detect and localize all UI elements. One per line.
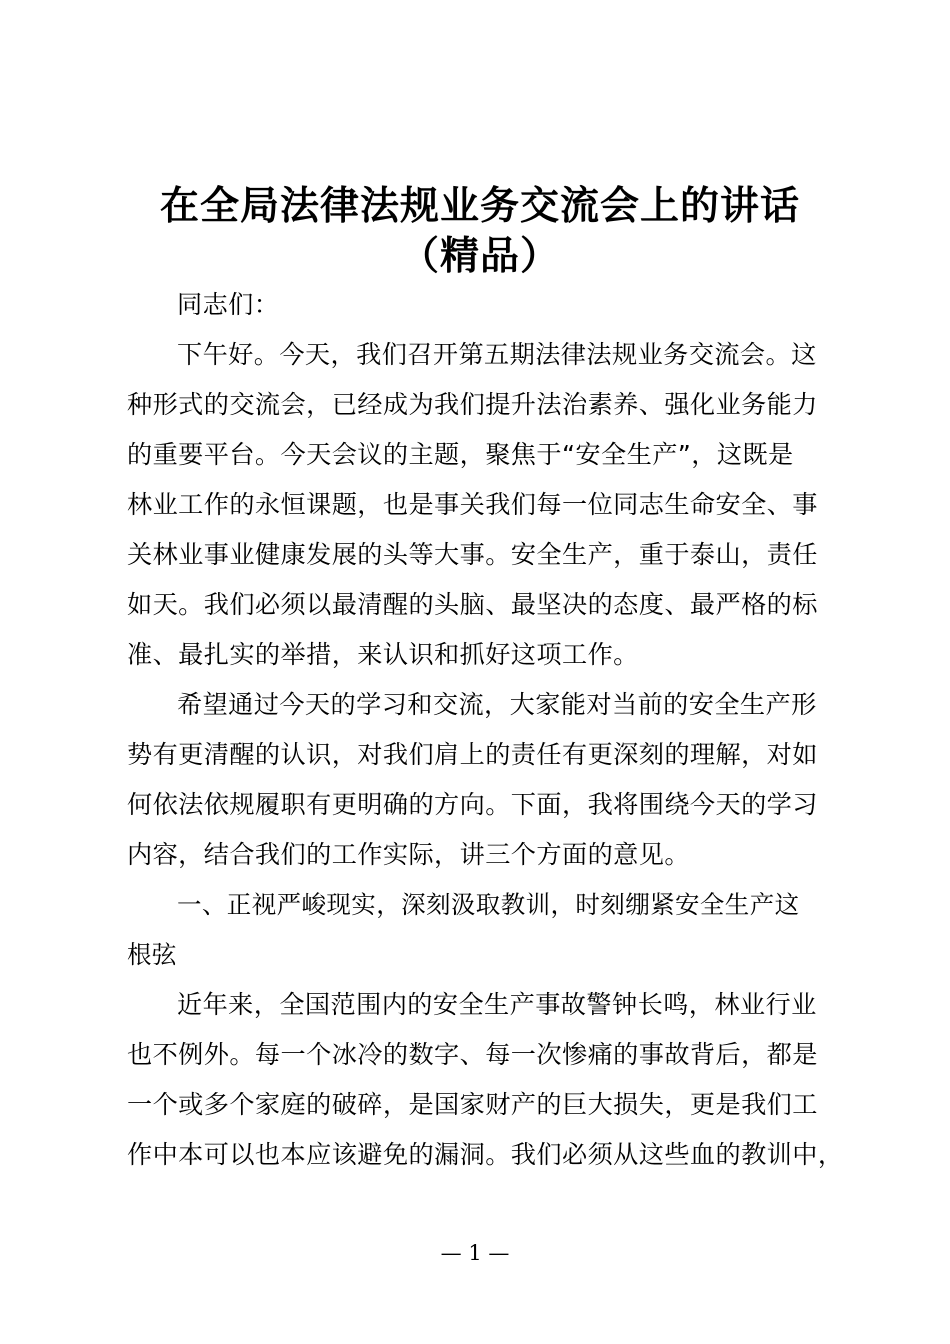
- paragraph-2: [127, 680, 837, 880]
- heading-line: 根弦: [127, 940, 177, 969]
- paragraph-line: 何依法依规履职有更明确的方向。下面，我将围绕今天的学习: [127, 790, 818, 819]
- paragraph-line: 如天。我们必须以最清醒的头脑、最坚决的态度、最严格的标: [127, 590, 818, 619]
- paragraph-line: 一个或多个家庭的破碎，是国家财产的巨大损失，更是我们工: [127, 1090, 818, 1119]
- paragraph-line: 种形式的交流会，已经成为我们提升法治素养、强化业务能力: [127, 390, 818, 419]
- paragraph-line: 也不例外。每一个冰冷的数字、每一次惨痛的事故背后，都是: [127, 1040, 818, 1069]
- document-title-suffix: （精品）: [399, 233, 560, 279]
- page-number: — 1 —: [440, 1241, 510, 1265]
- section-heading-1: [127, 880, 837, 980]
- paragraph-line: 的重要平台。今天会议的主题，聚焦于“安全生产”，这既是: [127, 440, 794, 469]
- paragraph-line: 希望通过今天的学习和交流，大家能对当前的安全生产形: [177, 690, 817, 719]
- document-title: 在全局法律法规业务交流会上的讲话: [159, 183, 800, 229]
- paragraph-1: [127, 330, 837, 680]
- paragraph-line: 近年来，全国范围内的安全生产事故警钟长鸣，林业行业: [177, 990, 817, 1019]
- paragraph-line: 作中本可以也本应该避免的漏洞。我们必须从这些血的教训中，: [127, 1140, 844, 1169]
- paragraph-line: 势有更清醒的认识，对我们肩上的责任有更深刻的理解，对如: [127, 740, 818, 769]
- paragraph-line: 下午好。今天，我们召开第五期法律法规业务交流会。这: [177, 340, 817, 369]
- heading-line: 一、正视严峻现实，深刻汲取教训，时刻绷紧安全生产这: [177, 890, 800, 919]
- paragraph-line: 林业工作的永恒课题，也是事关我们每一位同志生命安全、事: [127, 490, 818, 519]
- salutation: 同志们：: [177, 290, 280, 319]
- paragraph-line: 准、最扎实的举措，来认识和抓好这项工作。: [127, 640, 639, 669]
- document-body: [127, 280, 844, 1180]
- paragraph-line: 内容，结合我们的工作实际，讲三个方面的意见。: [127, 840, 690, 869]
- paragraph-line: 关林业事业健康发展的头等大事。安全生产，重于泰山，责任: [127, 540, 818, 569]
- paragraph-3: [127, 980, 844, 1180]
